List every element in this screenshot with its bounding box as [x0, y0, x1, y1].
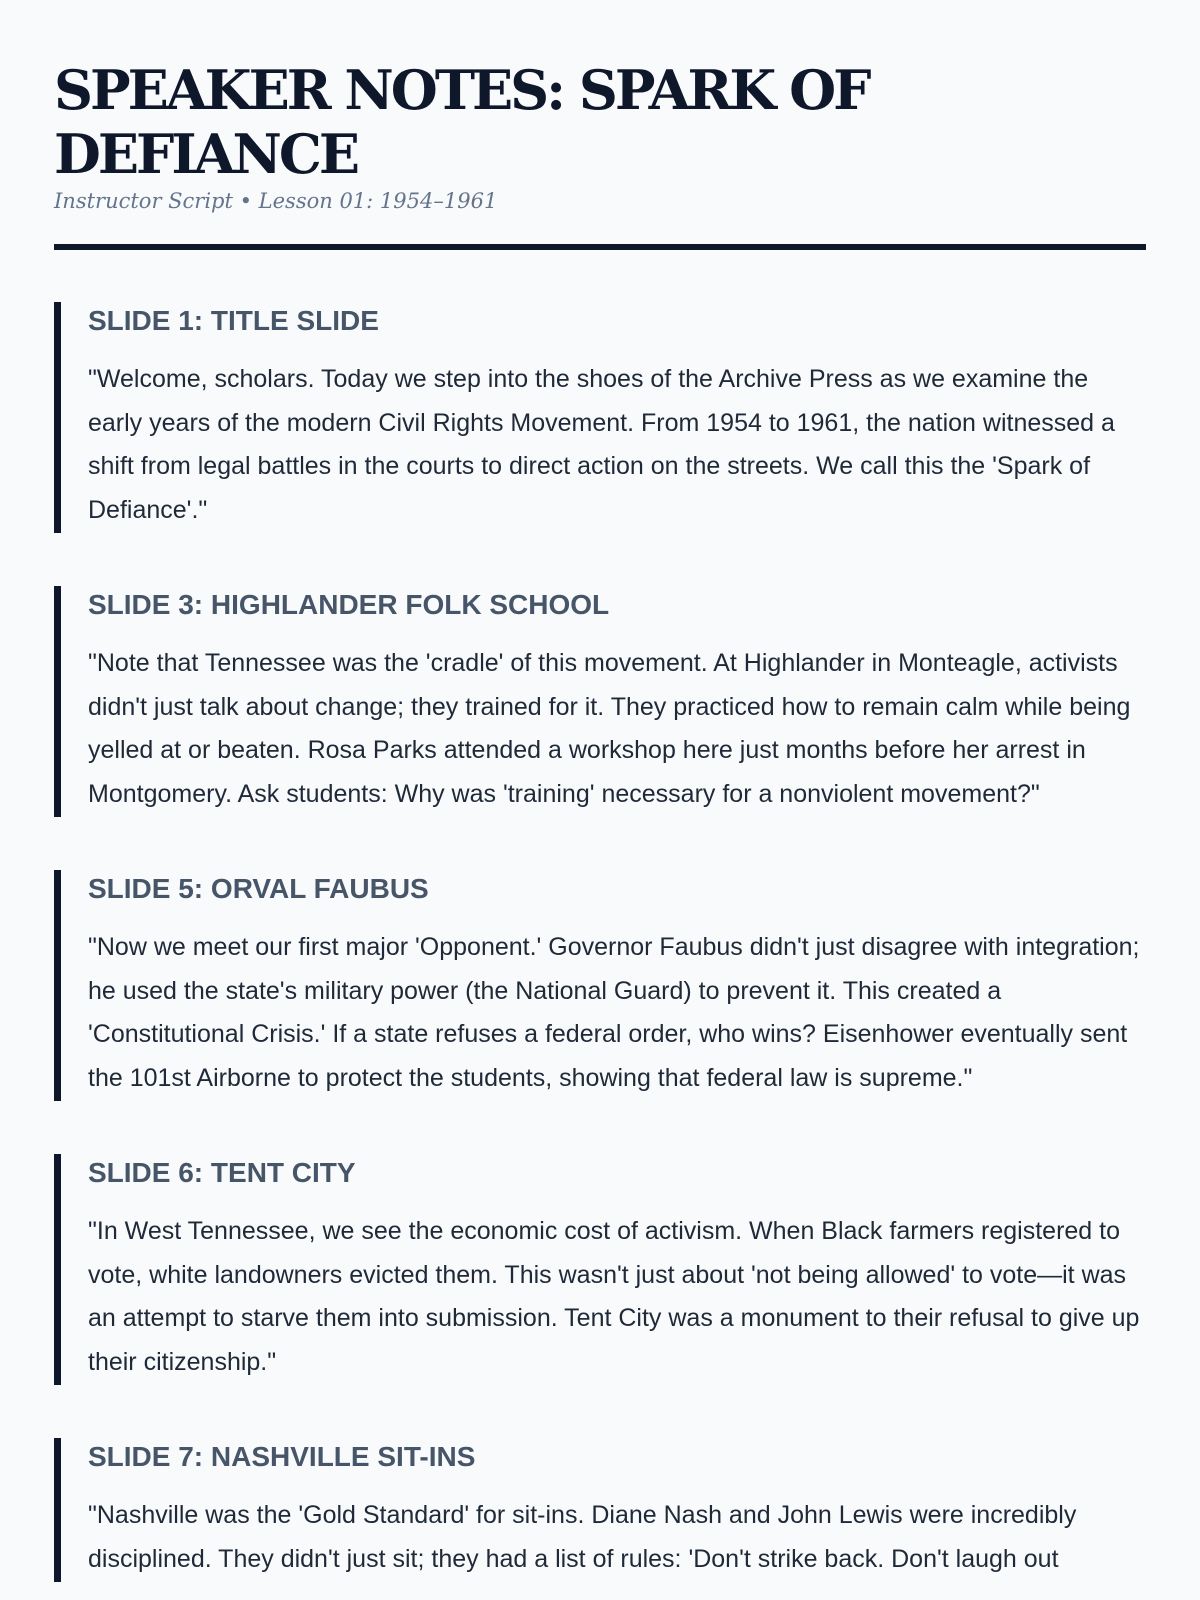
slide-note-body: "Now we meet our first major 'Opponent.' Governor Faubus didn't just disagree with integration; he used the state's military power (the National Guard) to prevent it. This created a 'Constitutional Crisis.' If a state refuses a federal order, who wins? Eisenhower eventually sent the 101st Airborne to protect the students, showing that federal law is supreme."	[88, 933, 1140, 1092]
slide-note-7	[54, 1438, 1146, 1582]
page-title: SPEAKER NOTES: SPARK OF DEFIANCE	[54, 58, 869, 186]
slide-note-body: "Nashville was the 'Gold Standard' for sit-ins. Diane Nash and John Lewis were incredibly disciplined. They didn't just sit; they had a list of rules: 'Don't strike back. Don't laugh out	[88, 1501, 1077, 1573]
slide-note-title: SLIDE 3: HIGHLANDER FOLK SCHOOL	[88, 589, 610, 620]
slide-note-body: "Note that Tennessee was the 'cradle' of this movement. At Highlander in Monteagle, activists didn't just talk about change; they trained for it. They practiced how to remain calm while being yelled at or beaten. Rosa Parks attended a workshop here just months before her arrest in Montgomery. Ask students: Why was 'training' necessary for a nonviolent movement?"	[88, 649, 1131, 808]
slide-note-title: SLIDE 6: TENT CITY	[88, 1157, 356, 1188]
slide-note-5	[54, 870, 1146, 1101]
page-subtitle: Instructor Script • Lesson 01: 1954–1961	[54, 189, 498, 213]
slide-note-title: SLIDE 1: TITLE SLIDE	[88, 305, 379, 336]
slide-note-body: "In West Tennessee, we see the economic cost of activism. When Black farmers registered to vote, white landowners evicted them. This wasn't just about 'not being allowed' to vote—it was an attempt to starve them into submission. Tent City was a monument to their refusal to give up their citizenship."	[88, 1217, 1140, 1376]
slide-note-title: SLIDE 5: ORVAL FAUBUS	[88, 873, 429, 904]
slide-note-6	[54, 1154, 1146, 1385]
document-header	[54, 58, 1146, 250]
slide-note-title: SLIDE 7: NASHVILLE SIT-INS	[88, 1441, 476, 1472]
slide-note-3	[54, 586, 1146, 817]
slide-note-body: "Welcome, scholars. Today we step into the shoes of the Archive Press as we examine the early years of the modern Civil Rights Movement. From 1954 to 1961, the nation witnessed a shift from legal battles in the courts to direct action on the streets. We call this the 'Spark of Defiance'."	[88, 365, 1115, 524]
speaker-notes-list	[54, 302, 1146, 1582]
slide-note-1	[54, 302, 1146, 533]
